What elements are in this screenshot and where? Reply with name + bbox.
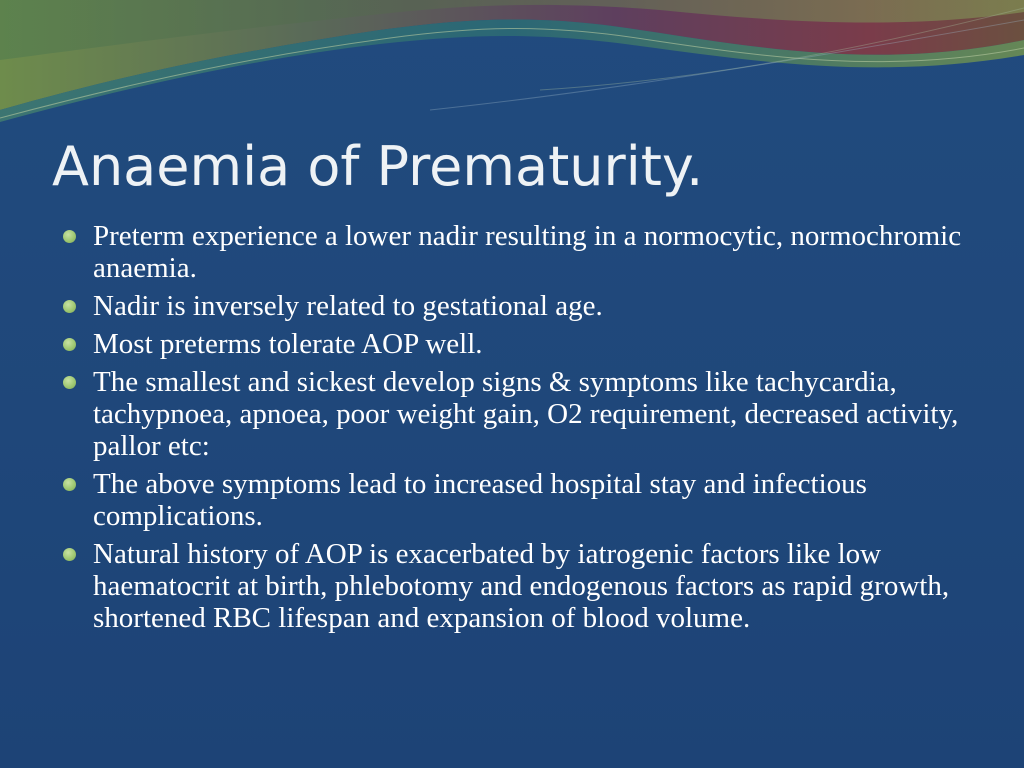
bullet-item — [60, 220, 980, 284]
bullet-dot-icon — [63, 548, 76, 561]
bullet-item — [60, 328, 980, 360]
bullet-dot-icon — [63, 478, 76, 491]
bullet-list — [60, 220, 980, 640]
bullet-dot-icon — [63, 376, 76, 389]
bullet-text: The smallest and sickest develop signs & symptoms like tachycardia, tachypnoea, apnoea, poor weight gain, O2 requirement, decreased activity, pallor etc: — [93, 366, 959, 462]
bullet-item — [60, 366, 980, 462]
bullet-text: The above symptoms lead to increased hospital stay and infectious complications. — [93, 468, 867, 532]
bullet-text: Most preterms tolerate AOP well. — [93, 328, 483, 360]
bullet-dot-icon — [63, 338, 76, 351]
bullet-item — [60, 538, 980, 634]
bullet-dot-icon — [63, 230, 76, 243]
bullet-dot-icon — [63, 300, 76, 313]
decorative-wave-banner — [0, 0, 1024, 130]
slide-title: Anaemia of Prematurity. — [52, 135, 704, 198]
bullet-item — [60, 290, 980, 322]
bullet-item — [60, 468, 980, 532]
bullet-text: Preterm experience a lower nadir resulting in a normocytic, normochromic anaemia. — [93, 220, 962, 284]
bullet-text: Nadir is inversely related to gestational age. — [93, 290, 603, 322]
bullet-text: Natural history of AOP is exacerbated by iatrogenic factors like low haematocrit at birth, phlebotomy and endogenous factors as rapid growth, shortened RBC lifespan and expansion of blood volume. — [93, 538, 950, 634]
